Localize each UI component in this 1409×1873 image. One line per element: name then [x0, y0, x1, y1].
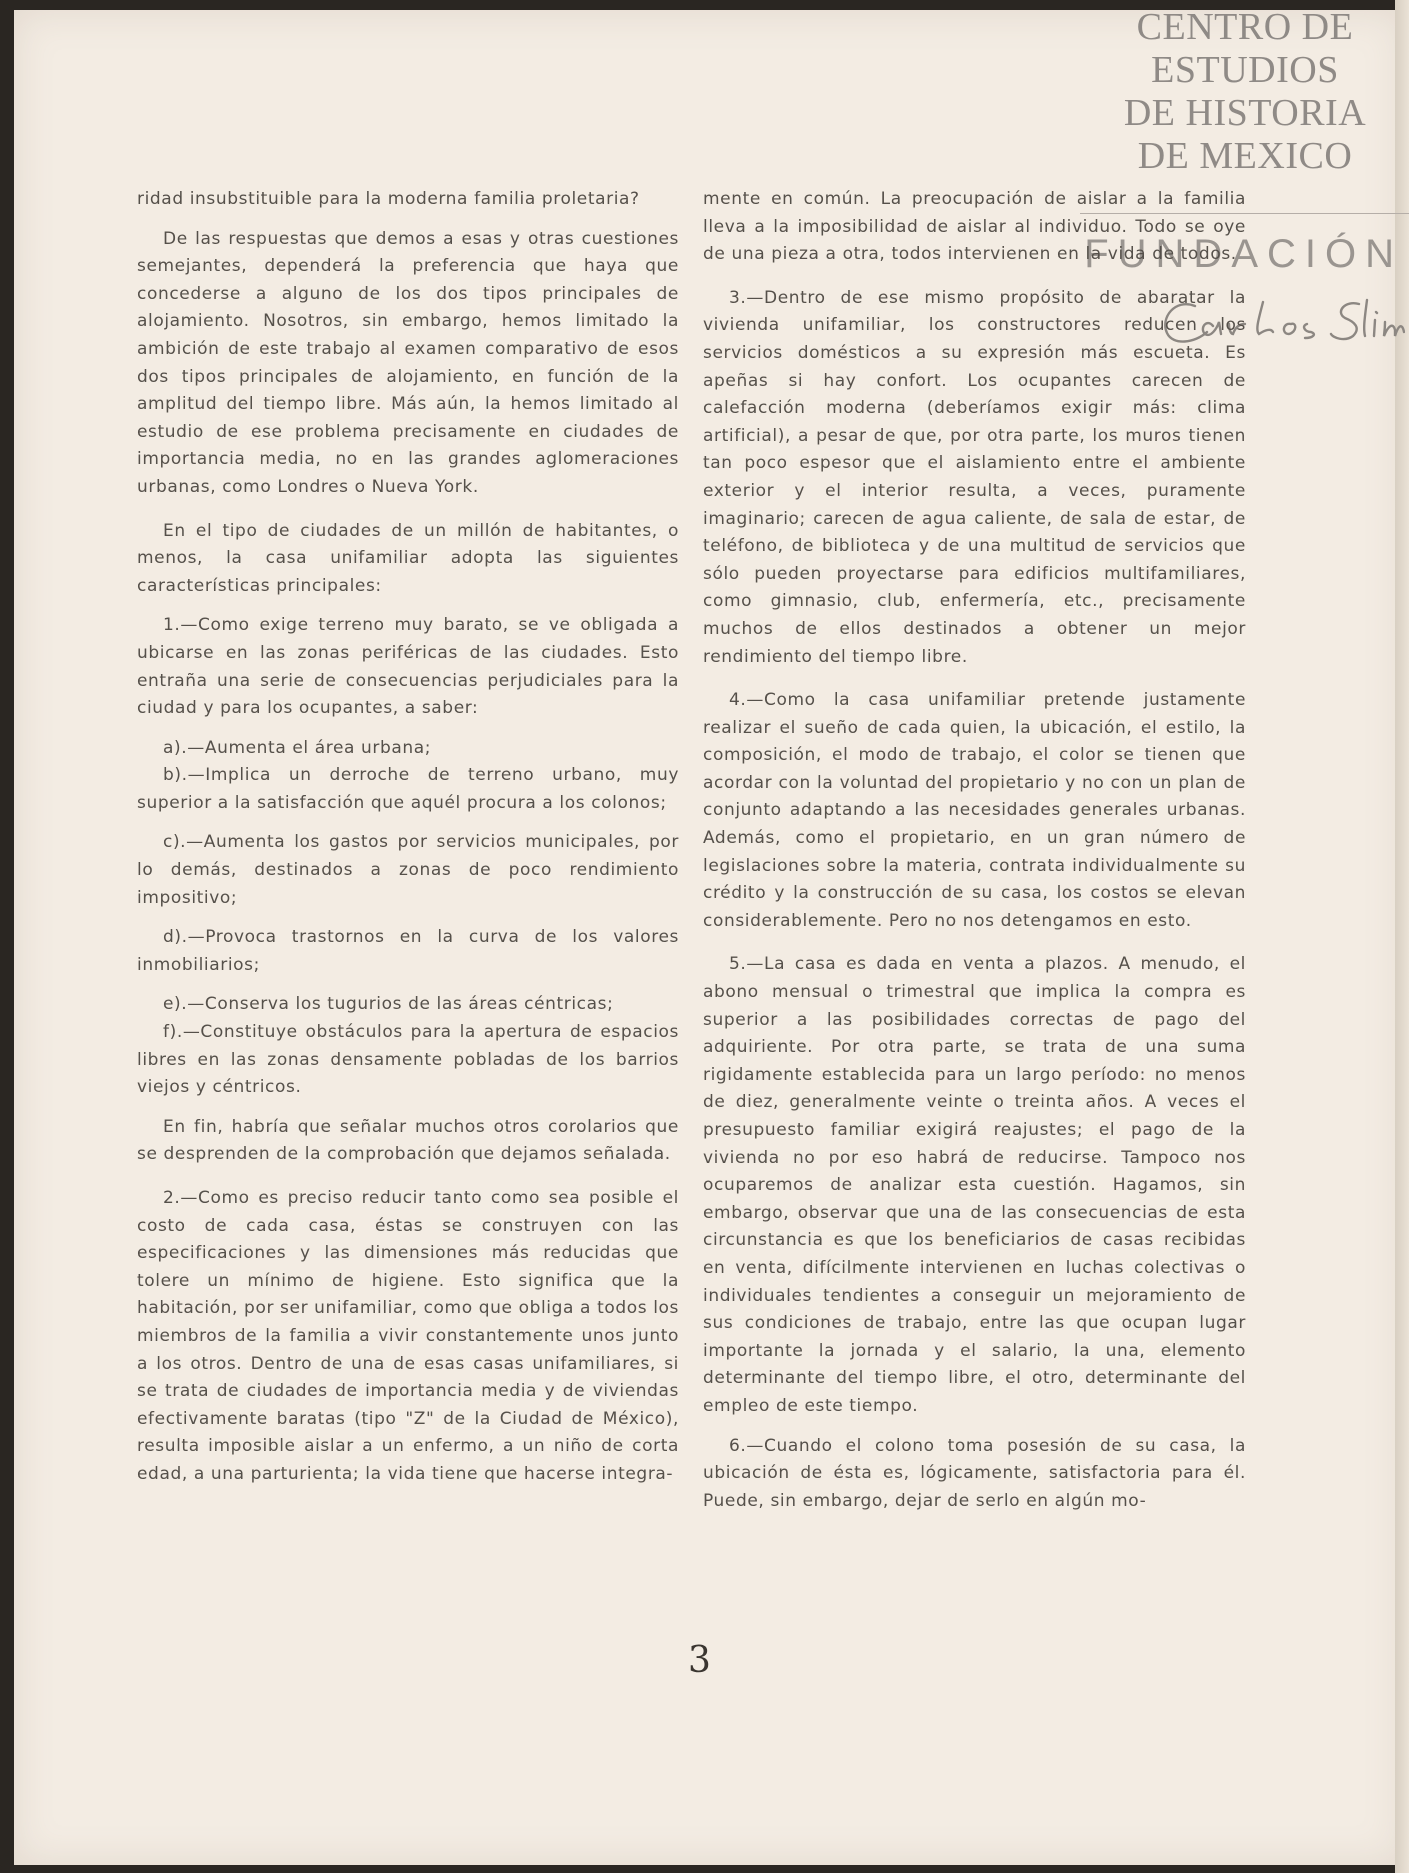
paragraph: mente en común. La preocupación de aislar a la familia lleva a la imposibilidad de aislar al individuo. Todo se oye de una pieza a otra, todos intervienen en la vida de todos. — [703, 189, 1246, 265]
paragraph: 2.—Como es preciso reducir tanto como sea posible el costo de cada casa, éstas se construyen con las especificaciones y las dimensiones más reducidas que tolere un mínimo de higiene. Esto significa que la habitación, por ser unifamiliar, como que obliga a todos los miembros de la familia a vivir constantemente unos junto a los otros. Dentro de una de esas casas unifamiliares, si se trata de ciudades de importancia media y de viviendas efectivamente baratas (tipo "Z" de la Ciudad de México), resulta imposible aislar a un enfermo, a un niño de corta edad, a una parturienta; la vida tiene que hacerse integra- — [137, 1188, 679, 1484]
paragraph: 5.—La casa es dada en venta a plazos. A menudo, el abono mensual o trimestral que implica la compra es superior a las posibilidades correctas de pago del adquiriente. Por otra parte, se trata de una suma rigidamente establecida para un largo período: no menos de diez, generalmente veinte o treinta años. A veces el presupuesto familiar exigirá reajustes; el pago de la vivienda no por eso habrá de reducirse. Tampoco nos ocuparemos de analizar esta cuestión. Hagamos, sin embargo, observar que una de las consecuencias de esta circunstancia es que los beneficiarios de casas recibidas en venta, difícilmente intervienen en luchas colectivas o individuales tendientes a conseguir un mejoramiento de sus condiciones de trabajo, entre las que ocupan lugar importante la jornada y el salario, la una, elemento determinante del tiempo libre, el otro, determinante del empleo de este tiempo. — [703, 954, 1246, 1416]
list-item: e).—Conserva los tugurios de las áreas céntricas; — [163, 994, 614, 1015]
paragraph: En el tipo de ciudades de un millón de habitantes, o menos, la casa unifamiliar adopta las siguientes características principales: — [137, 520, 679, 596]
paragraph: En fin, habría que señalar muchos otros corolarios que se desprenden de la comprobación que dejamos señalada. — [137, 1116, 679, 1165]
watermark-line-2: ESTUDIOS — [1151, 49, 1339, 91]
paragraph: 4.—Como la casa unifamiliar pretende justamente realizar el sueño de cada quien, la ubicación, el estilo, la composición, el modo de trabajo, el color se tienen que acordar con la voluntad del propietario y no con un plan de conjunto adaptando a las necesidades generales urbanas. Además, como el propietario, en un gran número de legislaciones sobre la materia, contrata individualmente su crédito y la construcción de su casa, los costos se elevan considerablemente. Pero no nos detengamos en esto. — [703, 690, 1246, 931]
list-item: b).—Implica un derroche de terreno urbano, muy superior a la satisfacción que aquél procura a los colonos; — [137, 765, 679, 813]
paragraph: De las respuestas que demos a esas y otras cuestiones semejantes, dependerá la preferencia que haya que concederse a alguno de los dos tipos principales de alojamiento. Nosotros, sin embargo, hemos limitado la ambición de este trabajo al examen comparativo de esos dos tipos principales de alojamiento, en función de la amplitud del tiempo libre. Más aún, la hemos limitado al estudio de ese problema precisamente en ciudades de importancia media, no en las grandes aglomeraciones urbanas, como Londres o Nueva York. — [137, 228, 679, 497]
archive-watermark — [1084, 6, 1403, 276]
left-column — [137, 186, 679, 1489]
watermark-line-3: DE HISTORIA — [1123, 92, 1367, 134]
watermark-foundation: FUNDACIÓN — [1084, 232, 1403, 276]
paragraph: 1.—Como exige terreno muy barato, se ve obligada a ubicarse en las zonas periféricas de las ciudades. Esto entraña una serie de consecuencias perjudiciales para la ciudad y para los ocupantes, a saber: — [137, 615, 679, 719]
watermark-line-4: DE MEXICO — [1137, 135, 1353, 177]
page-edge — [1395, 0, 1409, 1873]
list-item: f).—Constituye obstáculos para la apertura de espacios libres en las zonas densamente pobladas de los barrios viejos y céntricos. — [137, 1022, 679, 1098]
paragraph: 6.—Cuando el colono toma posesión de su casa, la ubicación de ésta es, lógicamente, satisfactoria para él. Puede, sin embargo, dejar de serlo en algún mo- — [703, 1435, 1246, 1511]
paragraph: ridad insubstituible para la moderna familia proletaria? — [137, 189, 640, 209]
page-number: 3 — [688, 1640, 711, 1681]
list-item: d).—Provoca trastornos en la curva de los valores inmobiliarios; — [137, 927, 679, 975]
right-column — [703, 186, 1246, 1515]
list-item: c).—Aumenta los gastos por servicios municipales, por lo demás, destinados a zonas de poco rendimiento impositivo; — [137, 832, 679, 908]
list-item: a).—Aumenta el área urbana; — [163, 737, 432, 758]
watermark-line-1: CENTRO DE — [1136, 6, 1354, 48]
paragraph: 3.—Dentro de ese mismo propósito de abaratar la vivienda unifamiliar, los constructores reducen los servicios domésticos a su expresión más escueta. Es apeñas si hay confort. Los ocupantes carecen de calefacción moderna (deberíamos exigir más: clima artificial), a pesar de que, por otra parte, los muros tienen tan poco espesor que el aislamiento entre el ambiente exterior y el interior resulta, a veces, puramente imaginario; carecen de agua caliente, de sala de estar, de teléfono, de biblioteca y de una multitud de servicios que sólo pueden proyectarse para edificios multifamiliares, como gimnasio, club, enfermería, etc., precisamente muchos de ellos destinados a obtener un mejor rendimiento del tiempo libre. — [703, 287, 1246, 667]
